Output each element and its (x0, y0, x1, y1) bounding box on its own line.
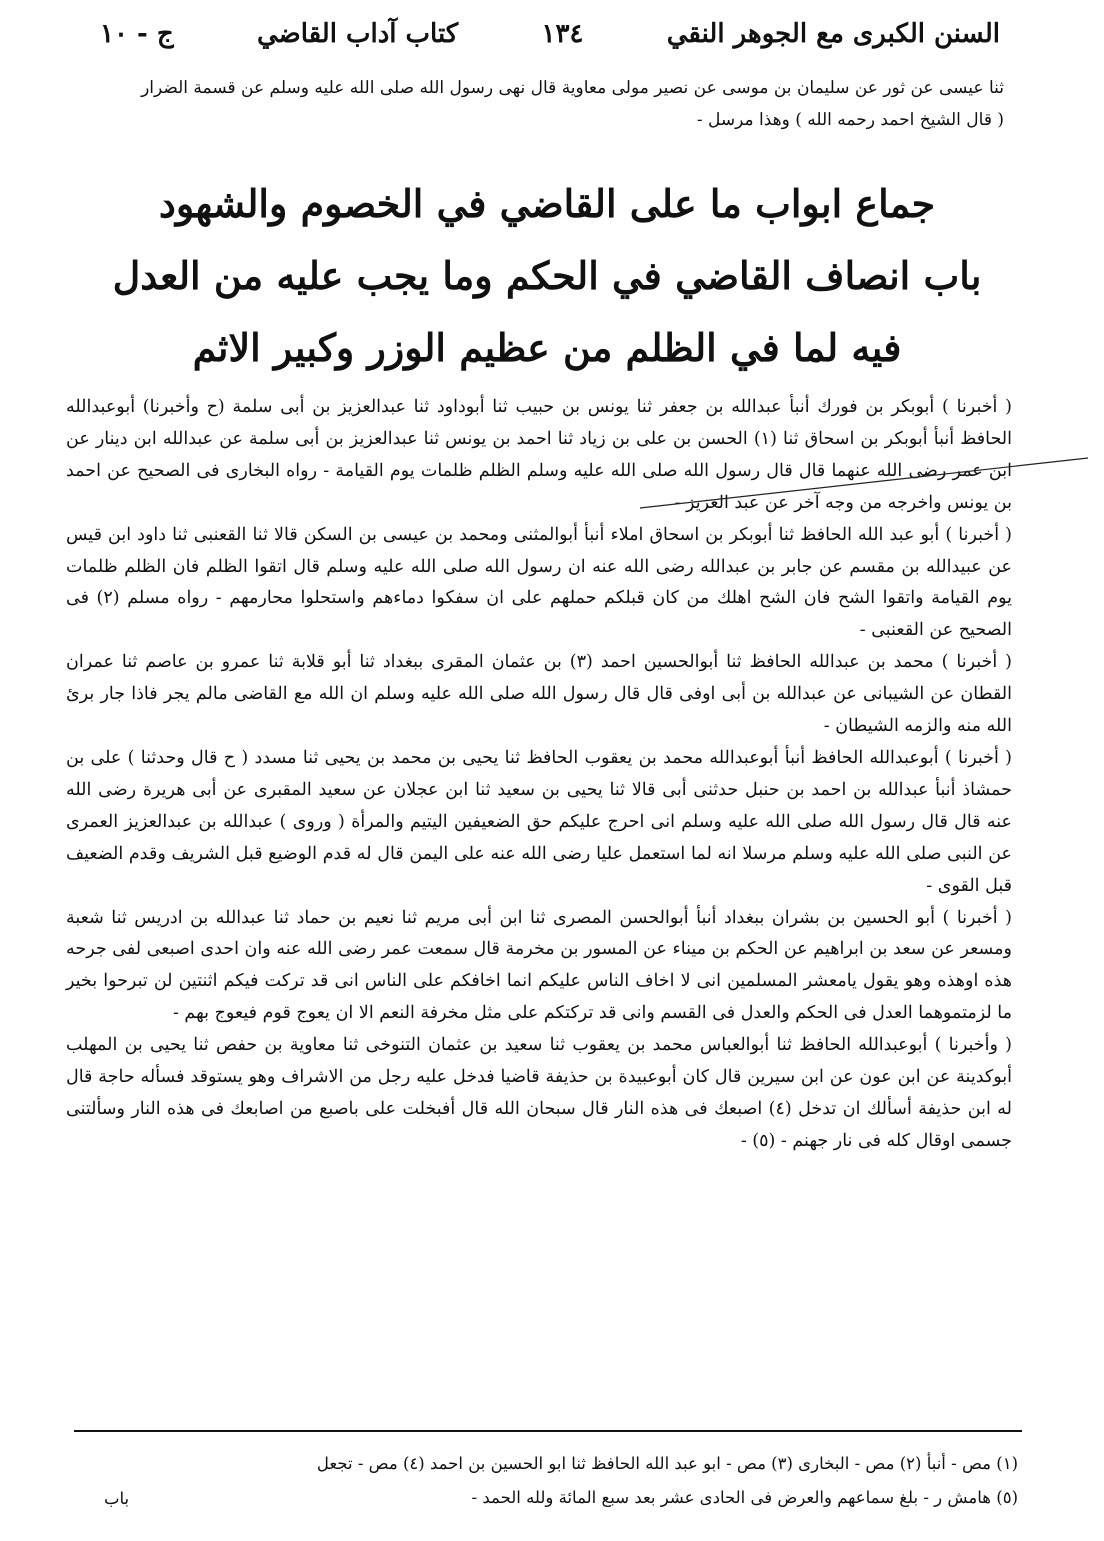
section-heading: جماع ابواب ما على القاضي في الخصوم والشهود (158, 181, 936, 226)
volume-number: ج - ١٠ (100, 19, 174, 49)
footnote-line: (١) مص - أنبأ (٢) مص - البخارى (٣) مص - ابو عبد الله الحافظ ثنا ابو الحسين بن احمد (٤) مص - تجعل (316, 1454, 1018, 1473)
hadith-paragraph: ( أخبرنا ) أبوعبدالله الحافظ أنبأ أبوعبدالله محمد بن يعقوب الحافظ ثنا يحيى بن محمد بن يحيى ثنا مسدد ( ح قال وحدثنا ) على بن حمشاذ أنبأ عبدالله بن احمد بن حنبل حدثنى أبى قالا ثنا يحيى بن سعيد ثنا ابن عجلان عن سعيد المقبرى عن أبى هريرة رضى الله عنه قال قال رسول الله صلى الله عليه وسلم انى احرج عليكم حق الضعيفين اليتيم والمرأة ( وروى ) عبدالله بن عبدالعزيز العمرى عن النبى صلى الله عليه وسلم مرسلا انه لما استعمل عليا رضى الله عنه على اليمن قال له قدم الوضيع قبل الشريف وقدم الضعيف قبل القوى - (66, 747, 1012, 896)
continued-text (60, 72, 1004, 136)
intro-line: ( قال الشيخ احمد رحمه الله ) وهذا مرسل - (696, 110, 1004, 130)
hadith-paragraph: ( أخبرنا ) أبو عبد الله الحافظ ثنا أبوبكر بن اسحاق املاء أنبأ أبوالمثنى ومحمد بن عيسى بن السكن قالا ثنا القعنبى ثنا داود ابن قيس عن عبيدالله بن مقسم عن جابر بن عبدالله رضى الله عنه ان رسول الله صلى الله عليه وسلم قال اتقوا الظلم فان الظلم ظلمات يوم القيامة واتقوا الشح فان الشح اهلك من كان قبلكم حملهم على ان سفكوا دماءهم واستحلوا محارمهم - رواه مسلم (٢) فى الصحيح عن القعنبى - (66, 524, 1012, 641)
hadith-paragraph: ( أخبرنا ) أبو الحسين بن بشران ببغداد أنبأ أبوالحسن المصرى ثنا ابن أبى مريم ثنا نعيم بن حماد ثنا عبدالله بن ادريس ثنا شعبة ومسعر عن سعد بن ابراهيم عن الحكم بن ميناء عن المسور بن مخرمة قال سمعت عمر رضى الله عنه وان احدى اصبعى لفى جرحه هذه اوهذه وهو يقول يامعشر المسلمين انى لا اخاف الناس عليكم انما اخافكم على الناس انى قد تركت فيكم اثنتين لن تبرحوا بخير ما لزمتموهما العدل فى الحكم والعدل فى القسم وانى قد تركتكم على مثل مخرفة النعم الا ان يعوج قوم فيعوج بهم - (66, 907, 1012, 1024)
footnote-line: (٥) هامش ر - بلغ سماعهم والعرض فى الحادى عشر بعد سبع المائة ولله الحمد - (471, 1488, 1018, 1507)
hadith-paragraph: ( أخبرنا ) محمد بن عبدالله الحافظ ثنا أبوالحسين احمد (٣) بن عثمان المقرى ببغداد ثنا أبو قلابة ثنا عمرو بن عاصم ثنا عمران القطان عن الشيبانى عن عبدالله بن أبى اوفى قال قال رسول الله صلى الله عليه وسلم ان الله مع القاضى مالم يجر فاذا جار برئ الله منه والزمه الشيطان - (66, 652, 1012, 737)
intro-line: ثنا عيسى عن ثور عن سليمان بن موسى عن نصير مولى معاوية قال نهى رسول الله صلى الله عليه وسلم عن قسمة الضرار (141, 78, 1004, 98)
footnotes (62, 1447, 1018, 1515)
hadith-paragraph: ( أخبرنا ) أبوبكر بن فورك أنبأ عبدالله بن جعفر ثنا يونس بن حبيب ثنا أبوداود ثنا عبدالعزيز بن أبى سلمة (ح وأخبرنا) أبوعبدالله الحافظ أنبأ أبوبكر بن اسحاق ثنا (١) الحسن بن على بن زياد ثنا احمد بن يونس ثنا عبدالعزيز بن أبى سلمة عن عبدالله ابن دينار عن ابن عمر رضى الله عنهما قال قال رسول الله صلى الله عليه وسلم الظلم ظلمات يوم القيامة - رواه البخارى فى الصحيح عن احمد بن يونس واخرجه من وجه آخر عن عبد العزيز - (66, 397, 1012, 513)
footnote-divider (74, 1430, 1022, 1432)
hadith-paragraph: ( وأخبرنا ) أبوعبدالله الحافظ ثنا أبوالعباس محمد بن يعقوب ثنا سعيد بن عثمان التنوخى ثنا معاوية بن حفص ثنا يحيى بن المهلب أبوكدينة عن ابن عون عن ابن سيرين قال كان أبوعبيدة بن حذيفة قاضيا فدخل عليه رجل من الاشراف وهو يستوقد فسأله حاجة قال له ابن حذيفة أسألك ان تدخل (٤) اصبعك فى هذه النار قال سبحان الله قال أفبخلت على باصبع من اصابعك فى هذه النار وسألتنى جسمى اوقال كله فى نار جهنم - (٥) - (66, 1035, 1012, 1151)
section-headings (90, 168, 1004, 384)
page-number: ١٣٤ (541, 19, 584, 49)
chapter-subheading: فيه لما في الظلم من عظيم الوزر وكبير الاثم (192, 325, 902, 370)
book-title: السنن الكبرى مع الجوهر النقي (666, 19, 1000, 49)
catchword: باب (104, 1489, 130, 1508)
pen-stroke-mark (640, 456, 1090, 516)
running-header (100, 14, 1000, 54)
chapter-heading: باب انصاف القاضي في الحكم وما يجب عليه من العدل (112, 253, 982, 298)
chapter-title: كتاب آداب القاضي (256, 19, 459, 49)
